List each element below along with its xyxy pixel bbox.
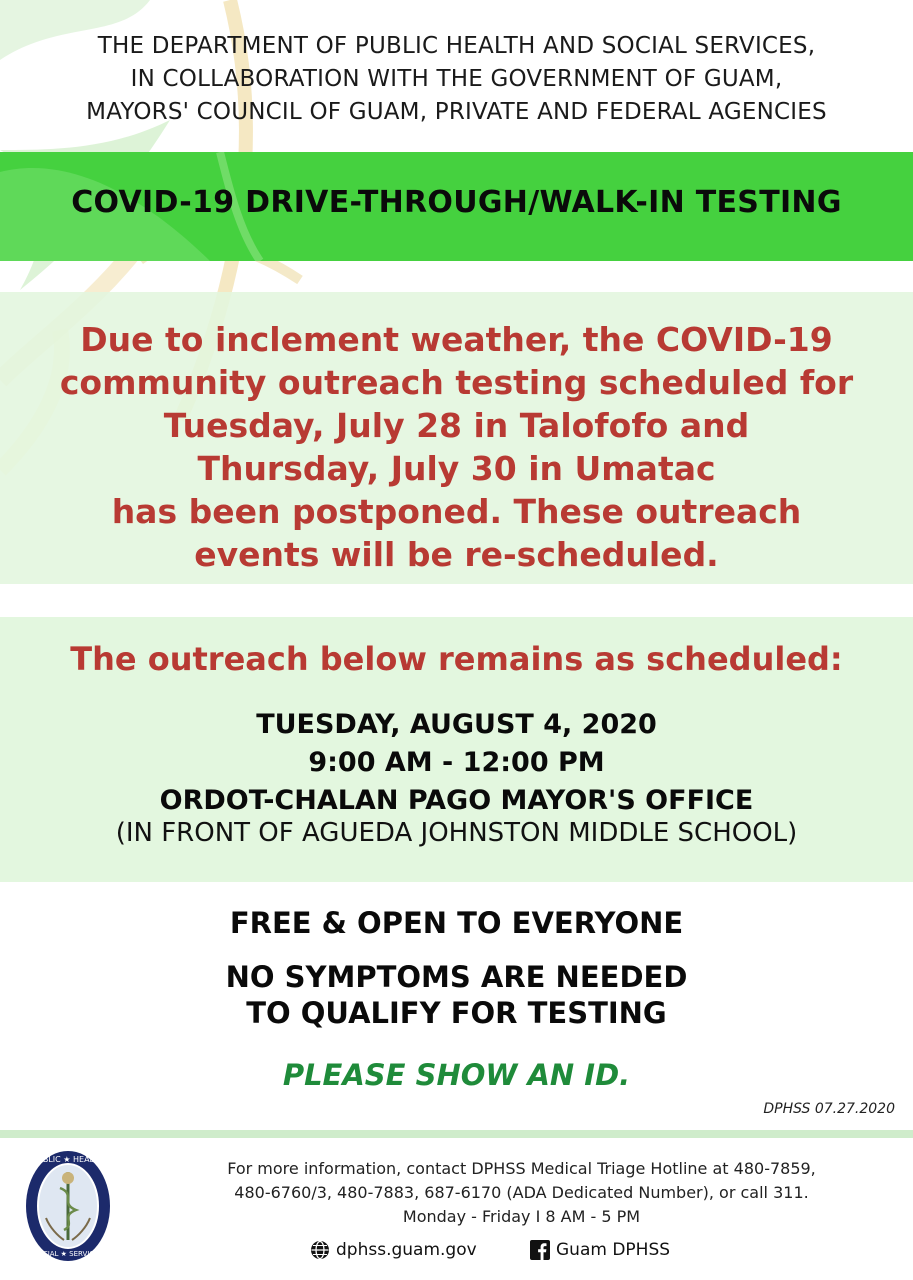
notice-line: Tuesday, July 28 in Talofofo and: [163, 406, 750, 445]
facebook-icon: [530, 1240, 550, 1260]
free-open-text: FREE & OPEN TO EVERYONE: [229, 906, 684, 940]
notice-line: Due to inclement weather, the COVID-19: [80, 320, 833, 359]
notice-line: events will be re-scheduled.: [194, 535, 719, 574]
date-stamp: DPHSS 07.27.2020: [763, 1101, 895, 1117]
banner-title: COVID-19 DRIVE-THROUGH/WALK-IN TESTING: [71, 185, 842, 220]
header-line-1: THE DEPARTMENT OF PUBLIC HEALTH AND SOCIAL SERVICES,: [97, 33, 816, 59]
footer-hours: Monday - Friday I 8 AM - 5 PM: [402, 1207, 641, 1226]
facebook-text[interactable]: Guam DPHSS: [556, 1240, 671, 1260]
globe-icon: [310, 1240, 330, 1260]
facebook-link[interactable]: [530, 1240, 670, 1260]
schedule-time: 9:00 AM - 12:00 PM: [308, 747, 605, 778]
website-text[interactable]: dphss.guam.gov: [336, 1240, 477, 1260]
notice-line: has been postponed. These outreach: [111, 492, 802, 531]
seal-text: SOCIAL ★ SERVICES: [32, 1250, 104, 1258]
show-id-text: PLEASE SHOW AN ID.: [282, 1058, 631, 1092]
footer-contact-line-1: For more information, contact DPHSS Medical Triage Hotline at 480-7859,: [227, 1159, 816, 1178]
schedule-location: ORDOT-CHALAN PAGO MAYOR'S OFFICE: [159, 785, 754, 816]
seal-text: PUBLIC ★ HEALTH: [32, 1155, 104, 1164]
footer-divider: [0, 1130, 913, 1138]
footer-contact-line-2: 480-6760/3, 480-7883, 687-6170 (ADA Dedicated Number), or call 311.: [234, 1183, 809, 1202]
notice-line: Thursday, July 30 in Umatac: [197, 449, 716, 488]
dphss-seal-logo: [24, 1148, 112, 1264]
header-line-2: IN COLLABORATION WITH THE GOVERNMENT OF GUAM,: [130, 66, 783, 92]
header-line-3: MAYORS' COUNCIL OF GUAM, PRIVATE AND FEDERAL AGENCIES: [86, 99, 827, 125]
qualify-text: TO QUALIFY FOR TESTING: [246, 996, 667, 1030]
schedule-date: TUESDAY, AUGUST 4, 2020: [256, 709, 657, 740]
website-link[interactable]: [310, 1240, 477, 1260]
postponement-notice: [0, 318, 913, 576]
no-symptoms-text: NO SYMPTOMS ARE NEEDED: [225, 960, 688, 994]
schedule-heading: The outreach below remains as scheduled:: [70, 640, 843, 678]
schedule-location-note: (IN FRONT OF AGUEDA JOHNSTON MIDDLE SCHOOL): [115, 818, 798, 848]
notice-line: community outreach testing scheduled for: [59, 363, 854, 402]
